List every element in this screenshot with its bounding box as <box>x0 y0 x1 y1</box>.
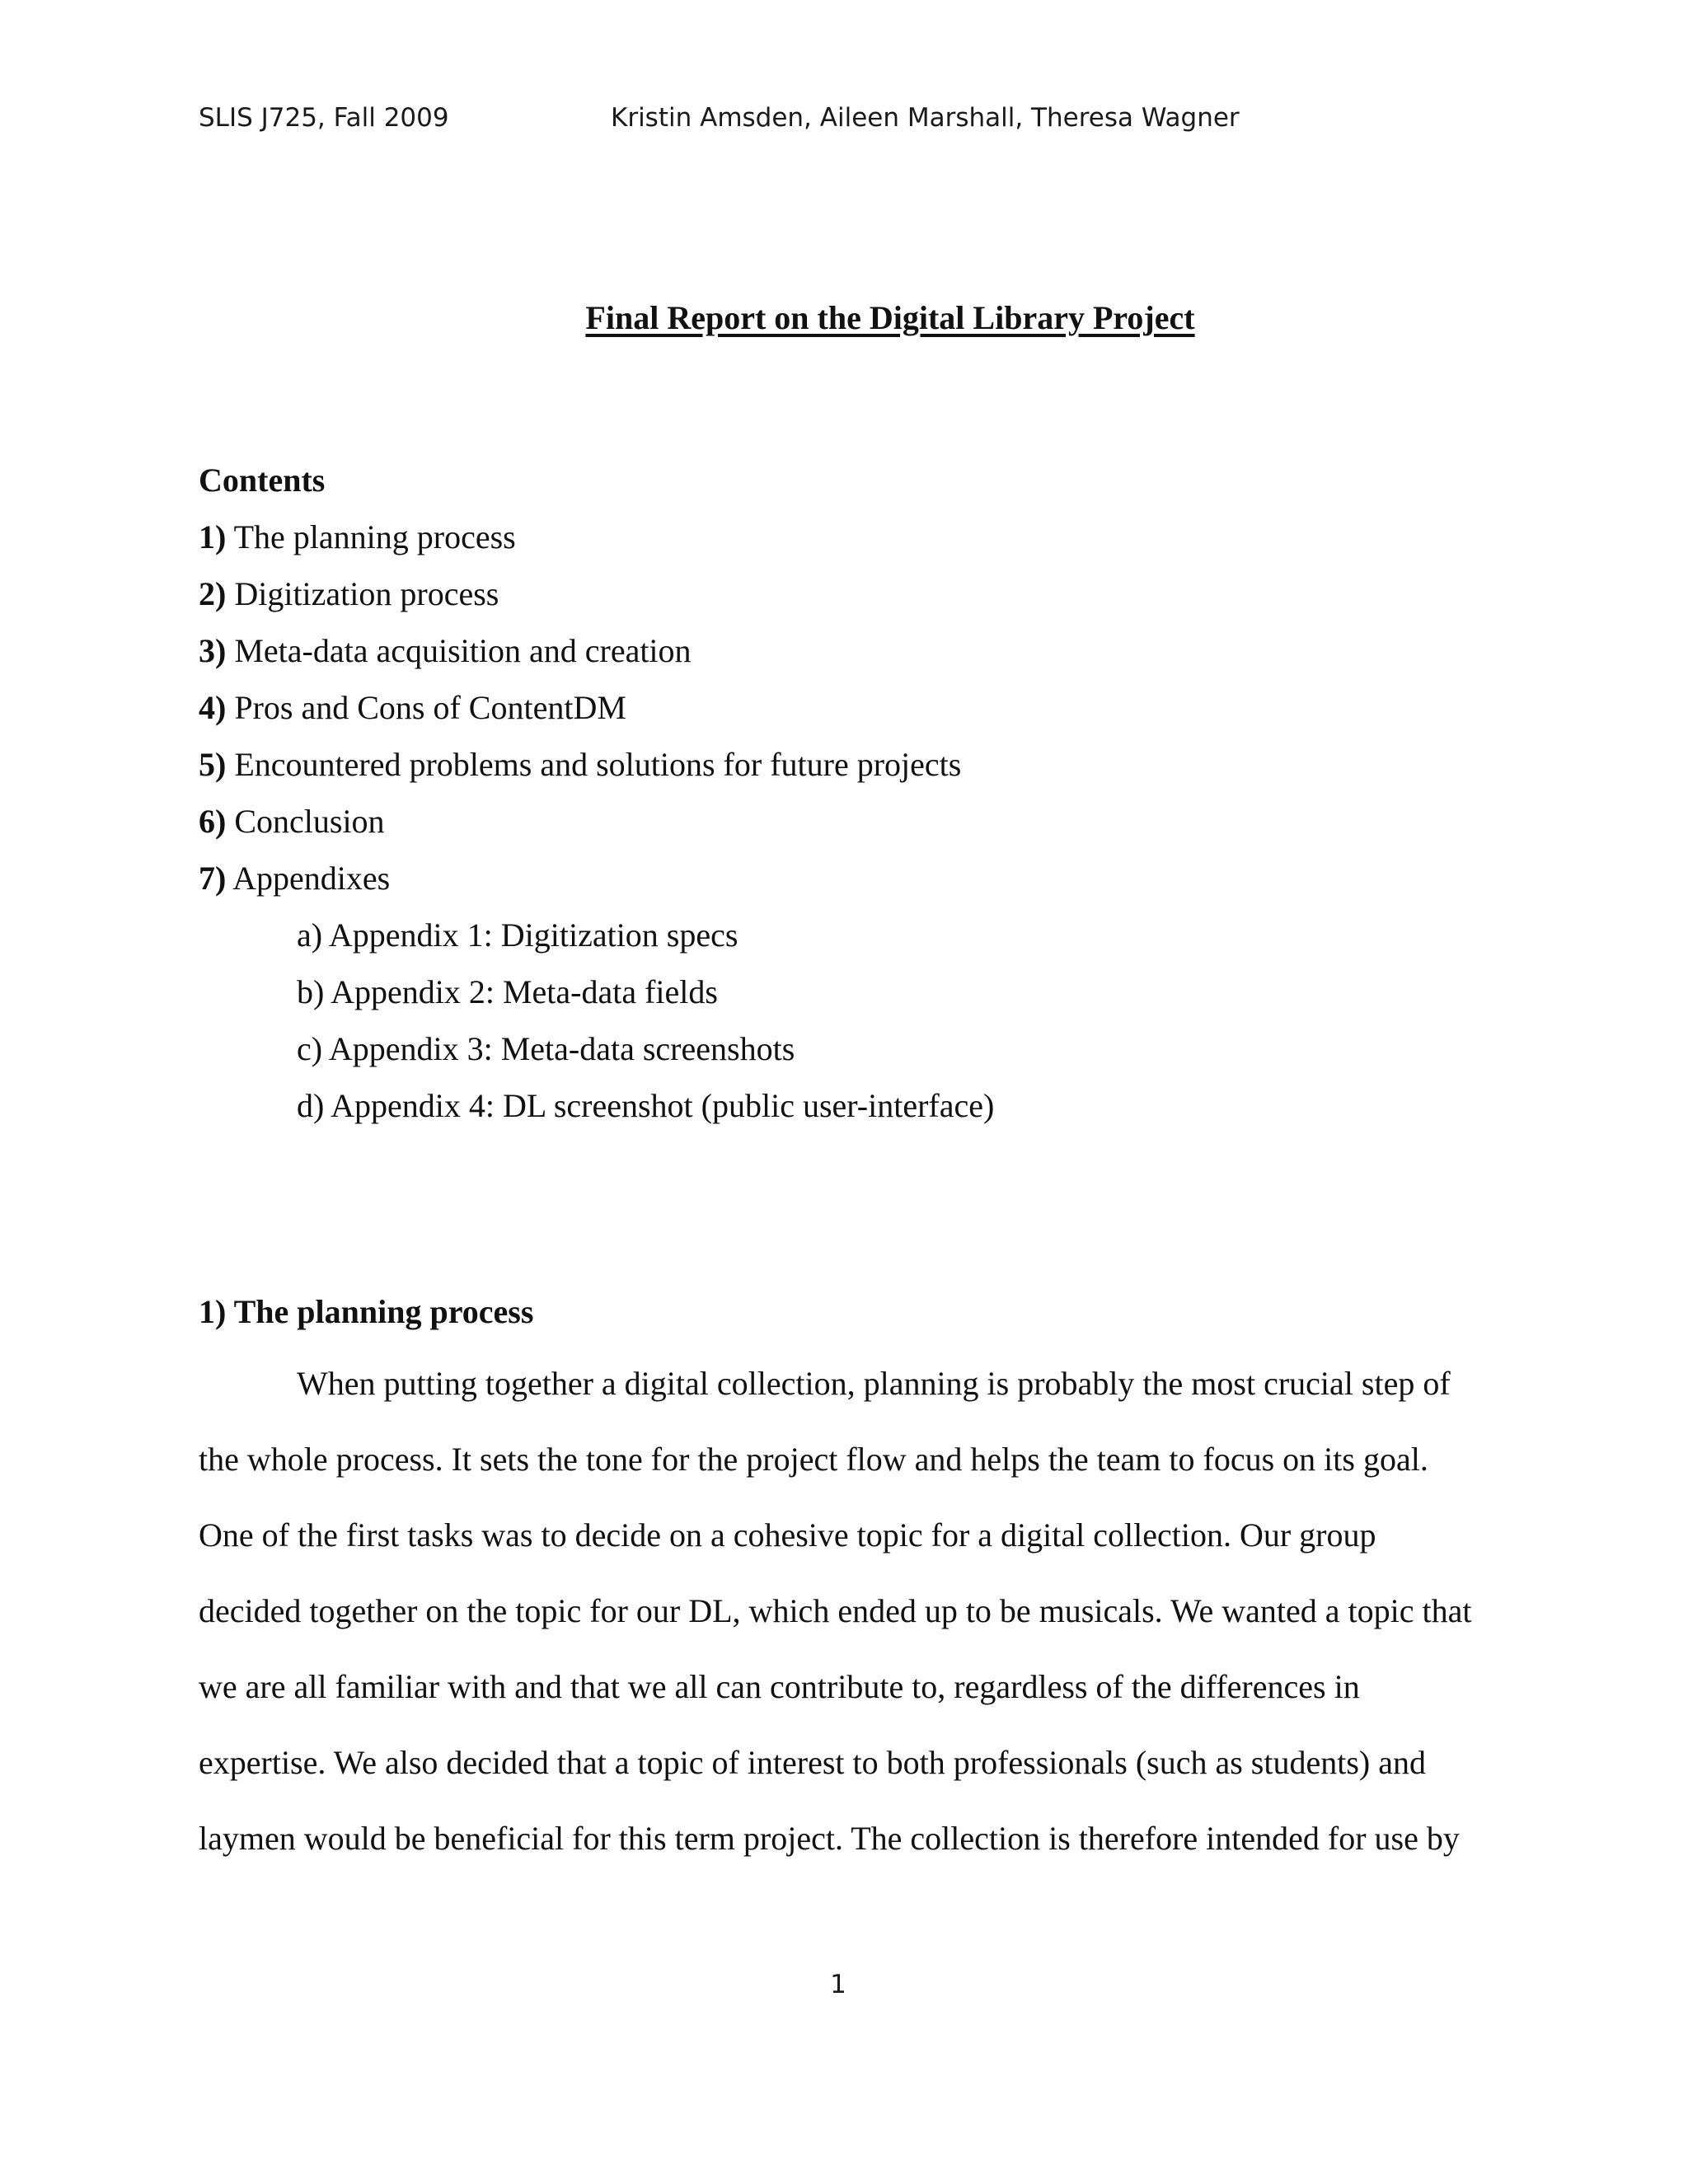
toc-item-number: 5) <box>199 746 227 783</box>
toc-item-label: Conclusion <box>234 803 385 840</box>
toc-item-number: 7) <box>199 860 227 897</box>
paragraph-line: the whole process. It sets the tone for the project flow and helps the team to focus on its goal. <box>199 1441 1428 1478</box>
toc-item-number: 4) <box>199 689 227 726</box>
toc-item <box>199 629 1517 686</box>
toc-subitem: b) Appendix 2: Meta-data fields <box>297 973 718 1010</box>
section-body <box>199 1361 1484 1892</box>
header-authors: Kristin Amsden, Aileen Marshall, Theresa Wagner <box>611 103 1240 133</box>
page-number: 1 <box>830 1970 846 1999</box>
toc-item-number: 6) <box>199 803 227 840</box>
toc-subitem: a) Appendix 1: Digitization specs <box>297 916 738 954</box>
paragraph-line: decided together on the topic for our DL, which ended up to be musicals. We wanted a topic that <box>199 1592 1472 1629</box>
paragraph-line: laymen would be beneficial for this term project. The collection is therefore intended for use by <box>199 1820 1460 1857</box>
toc-subitem: c) Appendix 3: Meta-data screenshots <box>297 1030 795 1067</box>
paragraph-line: When putting together a digital collection, planning is probably the most crucial step of <box>297 1365 1451 1402</box>
paragraph-line: expertise. We also decided that a topic of interest to both professionals (such as students) and <box>199 1744 1426 1781</box>
paragraph-line: One of the first tasks was to decide on a cohesive topic for a digital collection. Our group <box>199 1516 1376 1554</box>
toc-item-number: 1) <box>199 518 227 555</box>
toc-item-label: Appendixes <box>232 860 391 897</box>
toc-item-label: The planning process <box>233 518 516 555</box>
toc-item <box>199 515 1517 572</box>
header-course: SLIS J725, Fall 2009 <box>199 103 449 133</box>
toc-item <box>199 572 1517 629</box>
toc-item-label: Pros and Cons of ContentDM <box>234 689 626 726</box>
toc-subitem: d) Appendix 4: DL screenshot (public user-interface) <box>297 1087 995 1124</box>
paragraph-line: we are all familiar with and that we all can contribute to, regardless of the differences in <box>199 1668 1360 1705</box>
toc-item <box>199 856 1517 913</box>
table-of-contents <box>199 458 1517 1141</box>
toc-item-number: 2) <box>199 575 227 612</box>
section-heading: 1) The planning process <box>199 1293 534 1330</box>
contents-heading: Contents <box>199 462 326 499</box>
page-header <box>199 99 1517 137</box>
toc-item <box>199 686 1517 743</box>
toc-item <box>199 799 1517 856</box>
toc-item-label: Digitization process <box>234 575 499 612</box>
toc-item-number: 3) <box>199 632 227 669</box>
toc-item-label: Encountered problems and solutions for future projects <box>234 746 962 783</box>
toc-item <box>199 743 1517 799</box>
toc-item-label: Meta-data acquisition and creation <box>234 632 692 669</box>
document-title: Final Report on the Digital Library Project <box>585 299 1195 336</box>
